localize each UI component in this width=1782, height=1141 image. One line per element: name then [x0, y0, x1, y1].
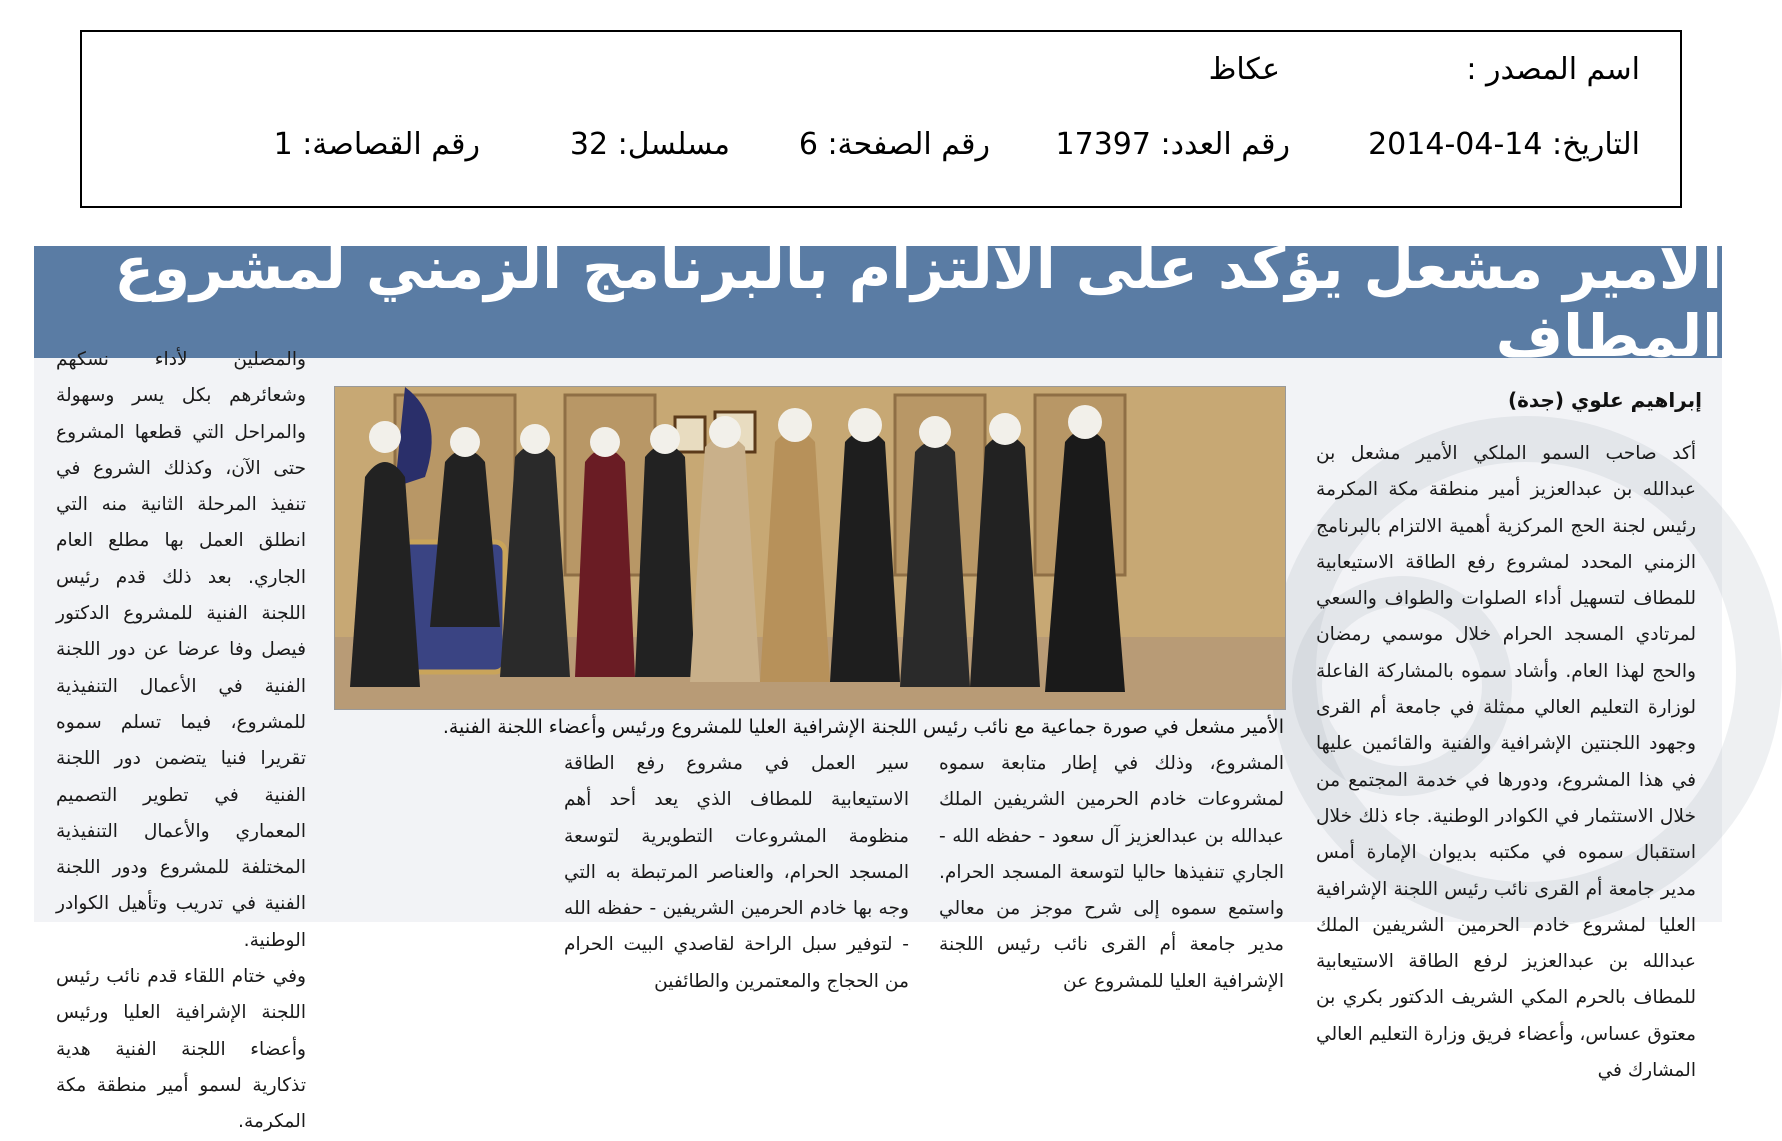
article-paragraph: سير العمل في مشروع رفع الطاقة الاستيعابية للمطاف الذي يعد أحد أهم منظومة المشروعات التطويرية لتوسعة المسجد الحرام، والعناصر المرتبطة به التي وجه بها خادم الحرمين الشريفين - حفظه الله - لتوفير سبل الراحة لقاصدي البيت الحرام من الحجاج والمعتمرين والطائفين [564, 753, 909, 992]
article-column-4 [56, 342, 306, 1141]
article-paragraph: أكد صاحب السمو الملكي الأمير مشعل بن عبدالله بن عبدالعزيز أمير منطقة مكة المكرمة رئيس لجنة الحج المركزية أهمية الالتزام بالبرنامج الزمني المحدد لمشروع رفع الطاقة الاستيعابية للمطاف لتسهيل أداء الصلوات والطواف والسعي لمرتادي المسجد الحرام خلال موسمي رمضان والحج لهذا العام. وأشاد سموه بالمشاركة الفاعلة لوزارة التعليم العالي ممثلة في جامعة أم القرى وجهود اللجنتين الإشرافية والفنية والقائمين عليها في هذا المشروع، ودورها في خدمة المجتمع من خلال الاستثمار في الكوادر الوطنية. جاء ذلك خلال استقبال سموه في مكتبه بديوان الإمارة أمس مدير جامعة أم القرى نائب رئيس اللجنة الإشرافية العليا لمشروع خادم الحرمين الشريفين الملك عبدالله بن عبدالعزيز لرفع الطاقة الاستيعابية للمطاف بالحرم المكي الشريف الدكتور بكري بن معتوق عساس، وأعضاء فريق وزارة التعليم العالي المشارك في [1316, 443, 1696, 1082]
group-photo-illustration [335, 387, 1285, 709]
source-value: عكاظ [1208, 52, 1280, 87]
article-paragraph: المشروع، وذلك في إطار متابعة سموه لمشروعات خادم الحرمين الشريفين الملك عبدالله بن عبدالعزيز آل سعود - حفظه الله - الجاري تنفيذها حاليا لتوسعة المسجد الحرام. واستمع سموه إلى شرح موجز من معالي مدير جامعة أم القرى نائب رئيس اللجنة الإشرافية العليا للمشروع عن [939, 753, 1284, 992]
metadata-box [80, 30, 1682, 208]
article-column-3 [564, 746, 909, 1000]
clipping-number: رقم القصاصة: 1 [273, 127, 480, 162]
article-column-1 [1316, 436, 1696, 1089]
page-number: رقم الصفحة: 6 [798, 127, 990, 162]
source-label: اسم المصدر : [1466, 52, 1640, 87]
photo-caption: الأمير مشعل في صورة جماعية مع نائب رئيس اللجنة الإشرافية العليا للمشروع ورئيس وأعضاء اللجنة الفنية. [442, 716, 1284, 738]
issue-number: رقم العدد: 17397 [1055, 127, 1290, 162]
headline: الأمير مشعل يؤكد على الالتزام بالبرنامج الزمني لمشروع المطاف [114, 234, 1722, 370]
article-column-2 [939, 746, 1284, 1000]
serial-number: مسلسل: 32 [569, 127, 730, 162]
article-paragraph: والمصلين لأداء نسكهم وشعائرهم بكل يسر وسهولة والمراحل التي قطعها المشروع حتى الآن، وكذلك الشروع في تنفيذ المرحلة الثانية منه التي انطلق العمل بها مطلع العام الجاري. بعد ذلك قدم رئيس اللجنة الفنية للمشروع الدكتور فيصل وفا عرضا عن دور اللجنة الفنية في الأعمال التنفيذية للمشروع، فيما تسلم سموه تقريرا فنيا يتضمن دور اللجنة الفنية في تطوير التصميم المعماري والأعمال التنفيذية المختلفة للمشروع ودور اللجنة الفنية في تدريب وتأهيل الكوادر الوطنية. [56, 349, 306, 951]
article-paragraph: وفي ختام اللقاء قدم نائب رئيس اللجنة الإشرافية العليا ورئيس وأعضاء اللجنة الفنية هدية تذكارية لسمو أمير منطقة مكة المكرمة. [56, 966, 306, 1133]
byline: إبراهيم علوي (جدة) [1507, 388, 1702, 412]
date-field: التاريخ: 14-04-2014 [1368, 127, 1640, 162]
newspaper-clipping [34, 234, 1722, 1133]
group-photo [334, 386, 1286, 710]
